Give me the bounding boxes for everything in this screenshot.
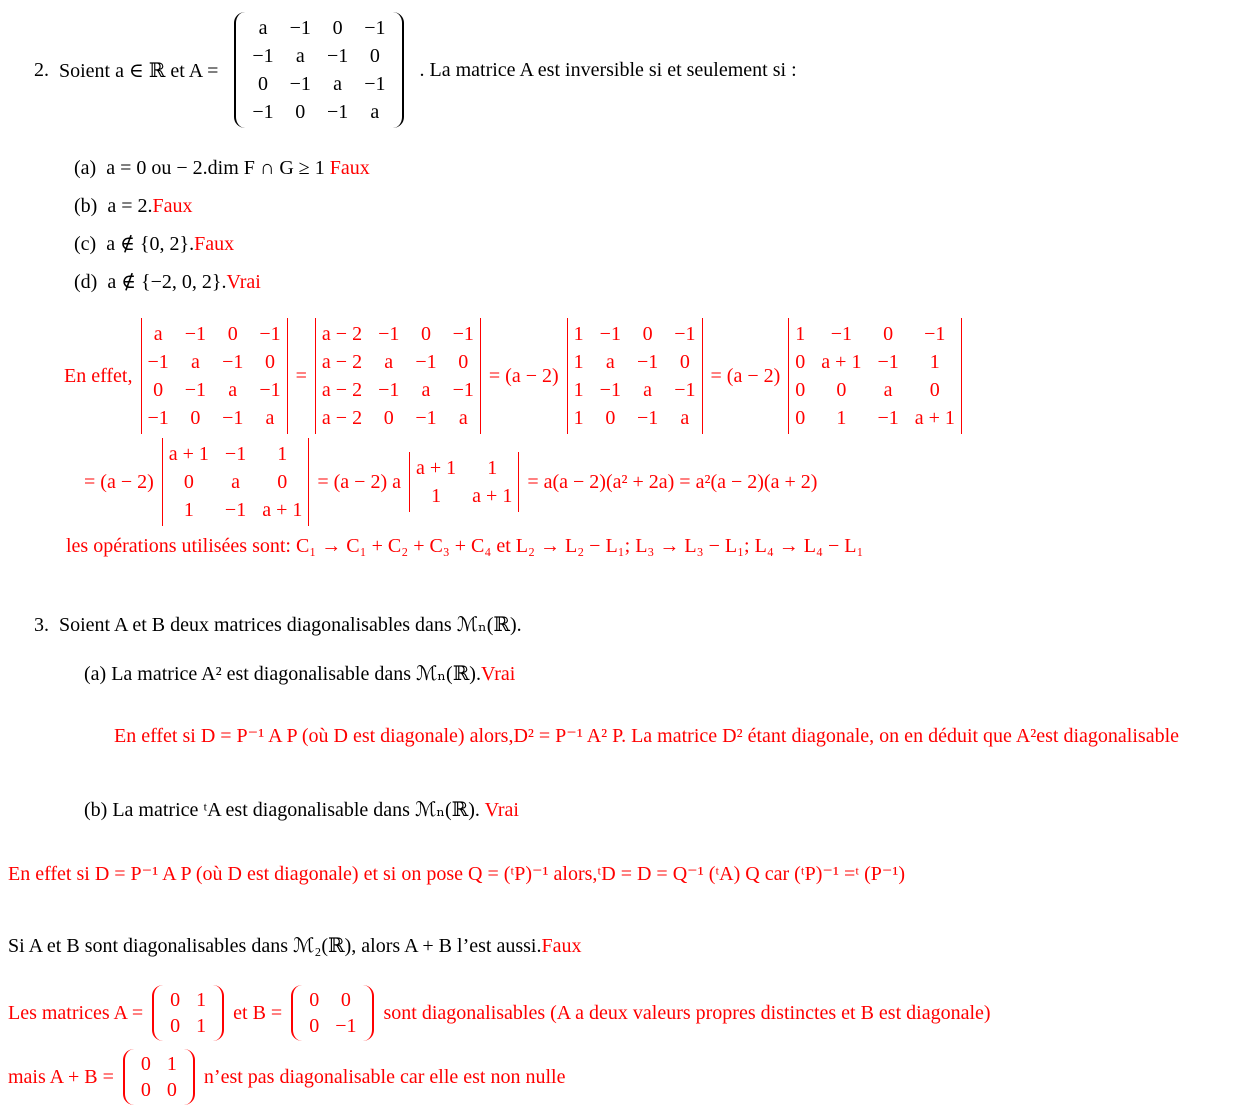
matrix-cell: 1 xyxy=(795,323,806,345)
det-bar-right xyxy=(517,452,519,512)
matrix-cell: 0 xyxy=(383,407,394,429)
option-3a-verdict: Vrai xyxy=(480,663,516,685)
matrix-grid xyxy=(569,318,701,434)
matrix-cell: 0 xyxy=(836,379,847,401)
matrix-A xyxy=(234,12,403,128)
matrix-cell: −1 xyxy=(147,351,169,373)
matrix-cell: −1 xyxy=(289,17,311,39)
option-b xyxy=(74,194,1235,218)
matrix-cell: −1 xyxy=(259,323,281,345)
matrix-cell: −1 xyxy=(184,323,207,345)
determinant-1 xyxy=(141,318,288,434)
matrix-cell: 0 xyxy=(929,379,940,401)
matrix-sum xyxy=(123,1049,195,1105)
matrix-cell: −1 xyxy=(364,73,386,95)
matrix-cell: 0 xyxy=(170,989,181,1011)
statement-sum-text: Si A et B sont diagonalisables dans ℳ₂(ℝ), alors A + B l’est aussi. xyxy=(8,935,542,957)
paren-right xyxy=(363,985,374,1041)
matrix-cell: −1 xyxy=(326,45,349,67)
option-a-verdict: Faux xyxy=(329,157,370,179)
proof-line-2 xyxy=(84,438,1235,526)
matrix-cell: 0 xyxy=(166,1079,177,1101)
matrix-cell: −1 xyxy=(259,379,281,401)
determinant-3 xyxy=(567,318,703,434)
matrix-grid xyxy=(165,985,211,1041)
question-3-number: 3. xyxy=(34,614,49,636)
det-bar-right xyxy=(479,318,481,434)
matrix-B-small xyxy=(291,985,374,1041)
matrix-cell: a xyxy=(231,471,240,493)
matrix-cell: −1 xyxy=(378,379,400,401)
matrix-cell: 0 xyxy=(258,73,269,95)
counterexample-line-1 xyxy=(8,985,1235,1041)
option-d xyxy=(74,270,1235,294)
matrix-cell: a + 1 xyxy=(821,351,862,373)
option-3b-text: La matrice ᵗA est diagonalisable dans ℳₙ(ℝ). xyxy=(112,799,485,821)
matrix-cell: −1 xyxy=(184,379,207,401)
paren-left xyxy=(291,985,302,1041)
matrix-cell: −1 xyxy=(252,45,274,67)
matrix-cell: a + 1 xyxy=(168,443,209,465)
matrix-cell: 1 xyxy=(573,407,584,429)
option-3b-explanation: En effet si D = P⁻¹ A P (où D est diagonale) et si on pose Q = (ᵗP)⁻¹ alors,ᵗD = D = Q⁻¹ (ᵗA) Q car (ᵗP)⁻¹ =ᵗ (P⁻¹) xyxy=(8,863,906,885)
determinant-4 xyxy=(788,318,962,434)
matrix-grid xyxy=(304,985,361,1041)
question-2-number: 2. xyxy=(34,58,49,81)
matrix-cell: 0 xyxy=(295,101,306,123)
matrix-cell: 1 xyxy=(836,407,847,429)
determinant-6 xyxy=(409,452,519,512)
matrix-cell: 0 xyxy=(309,989,320,1011)
matrix-cell: −1 xyxy=(378,323,400,345)
matrix-cell: 0 xyxy=(170,1015,181,1037)
det-bar-right xyxy=(307,438,309,526)
paren-right xyxy=(393,12,404,128)
matrix-cell: 0 xyxy=(458,351,469,373)
equals-2: = (a − 2) xyxy=(488,364,559,387)
equals-1: = xyxy=(295,364,307,387)
option-3b xyxy=(84,798,1235,823)
matrix-cell: −1 xyxy=(415,407,437,429)
matrix-cell: −1 xyxy=(452,379,474,401)
matrix-cell: a xyxy=(153,323,163,345)
matrix-cell: 0 xyxy=(140,1053,151,1075)
matrix-cell: 1 xyxy=(196,1015,207,1037)
paren-left xyxy=(234,12,245,128)
matrix-cell: 0 xyxy=(190,407,201,429)
option-c xyxy=(74,232,1235,256)
question-3-intro: Soient A et B deux matrices diagonalisables dans ℳₙ(ℝ). xyxy=(59,614,522,636)
counterexample-before: Les matrices A = xyxy=(8,1001,144,1024)
matrix-cell: a + 1 xyxy=(262,499,303,521)
matrix-cell: 0 xyxy=(883,323,894,345)
matrix-cell: 1 xyxy=(487,457,498,479)
matrix-cell: 0 xyxy=(605,407,616,429)
option-b-label: (b) xyxy=(74,195,98,217)
matrix-cell: 1 xyxy=(929,351,940,373)
matrix-cell: −1 xyxy=(224,499,247,521)
matrix-cell: 1 xyxy=(277,443,288,465)
matrix-grid xyxy=(247,12,390,128)
matrix-grid xyxy=(411,452,517,512)
det-bar-right xyxy=(701,318,703,434)
matrix-cell: −1 xyxy=(335,1015,357,1037)
matrix-cell: −1 xyxy=(674,379,696,401)
matrix-cell: 1 xyxy=(573,379,584,401)
determinant-2 xyxy=(315,318,481,434)
matrix-A-small xyxy=(152,985,224,1041)
counterexample-after: sont diagonalisables (A a deux valeurs propres distinctes et B est diagonale) xyxy=(383,1001,991,1024)
statement-sum-diagonalizable xyxy=(8,933,1235,959)
matrix-cell: a xyxy=(384,351,394,373)
option-3b-label: (b) xyxy=(84,799,108,821)
matrix-cell: −1 xyxy=(364,17,386,39)
matrix-cell: a − 2 xyxy=(321,407,363,429)
option-c-label: (c) xyxy=(74,233,97,255)
matrix-cell: 1 xyxy=(183,499,194,521)
matrix-cell: 0 xyxy=(332,17,343,39)
equals-3: = (a − 2) xyxy=(710,364,781,387)
matrix-grid xyxy=(790,318,960,434)
matrix-cell: −1 xyxy=(289,73,311,95)
matrix-cell: −1 xyxy=(452,323,474,345)
matrix-cell: a + 1 xyxy=(472,485,513,507)
option-3a xyxy=(84,662,1235,687)
matrix-cell: 0 xyxy=(679,351,690,373)
matrix-cell: a xyxy=(258,17,268,39)
matrix-cell: −1 xyxy=(636,351,659,373)
option-a xyxy=(74,156,1235,180)
matrix-cell: a xyxy=(265,407,275,429)
matrix-cell: −1 xyxy=(252,101,274,123)
matrix-grid xyxy=(317,318,479,434)
matrix-cell: a xyxy=(458,407,468,429)
matrix-cell: 1 xyxy=(573,323,584,345)
matrix-cell: −1 xyxy=(147,407,169,429)
matrix-cell: a xyxy=(643,379,653,401)
matrix-cell: −1 xyxy=(326,101,349,123)
matrix-cell: 1 xyxy=(196,989,207,1011)
option-d-text: a ∉ {−2, 0, 2}. xyxy=(107,271,227,293)
proof-result: = a(a − 2)(a² + 2a) = a²(a − 2)(a + 2) xyxy=(527,470,818,493)
option-b-text: a = 2. xyxy=(107,195,153,217)
matrix-cell: −1 xyxy=(674,323,696,345)
question-3-header xyxy=(34,613,1235,638)
matrix-cell: 0 xyxy=(795,351,806,373)
matrix-cell: 0 xyxy=(795,407,806,429)
option-3a-explanation: En effet si D = P⁻¹ A P (où D est diagonale) alors,D² = P⁻¹ A² P. La matrice D² étant diagonale, on en déduit que A²est diagonalisable xyxy=(114,725,1179,747)
matrix-cell: a xyxy=(370,101,380,123)
counterexample2-after: n’est pas diagonalisable car elle est non nulle xyxy=(203,1065,566,1088)
option-c-text: a ∉ {0, 2}. xyxy=(106,233,195,255)
matrix-cell: −1 xyxy=(222,351,244,373)
option-3b-verdict: Vrai xyxy=(484,799,519,821)
option-d-verdict: Vrai xyxy=(226,271,261,293)
matrix-cell: a xyxy=(421,379,431,401)
question-2-options xyxy=(74,156,1235,294)
question-2-intro-after: . La matrice A est inversible si et seulement si : xyxy=(419,58,797,81)
matrix-cell: a xyxy=(883,379,893,401)
paren-right xyxy=(184,1049,195,1105)
matrix-cell: 0 xyxy=(227,323,238,345)
matrix-cell: 1 xyxy=(431,485,442,507)
matrix-cell: a xyxy=(680,407,690,429)
matrix-cell: a − 2 xyxy=(321,351,363,373)
counterexample2-before: mais A + B = xyxy=(8,1065,114,1088)
paren-left xyxy=(152,985,163,1041)
matrix-cell: −1 xyxy=(830,323,852,345)
matrix-cell: −1 xyxy=(924,323,946,345)
matrix-cell: 0 xyxy=(277,471,288,493)
paren-right xyxy=(213,985,224,1041)
matrix-cell: 0 xyxy=(309,1015,320,1037)
matrix-cell: −1 xyxy=(415,351,437,373)
counterexample-line-2 xyxy=(8,1049,1235,1105)
option-c-verdict: Faux xyxy=(194,233,235,255)
option-3a-label: (a) xyxy=(84,663,107,685)
matrix-cell: a xyxy=(333,73,343,95)
proof-lead: En effet, xyxy=(64,364,133,387)
matrix-cell: −1 xyxy=(877,407,899,429)
matrix-cell: a − 2 xyxy=(321,323,363,345)
matrix-cell: −1 xyxy=(599,323,621,345)
counterexample-mid: et B = xyxy=(233,1001,283,1024)
matrix-cell: a xyxy=(605,351,615,373)
matrix-cell: 0 xyxy=(183,471,194,493)
equals-5: = (a − 2) a xyxy=(317,470,401,493)
matrix-cell: 0 xyxy=(153,379,164,401)
matrix-grid xyxy=(136,1049,182,1105)
matrix-grid xyxy=(143,318,286,434)
matrix-cell: a − 2 xyxy=(321,379,363,401)
option-3a-text: La matrice A² est diagonalisable dans ℳₙ(ℝ). xyxy=(111,663,481,685)
option-a-text: a = 0 ou − 2.dim F ∩ G ≥ 1 xyxy=(106,157,330,179)
option-b-verdict: Faux xyxy=(152,195,193,217)
matrix-cell: −1 xyxy=(224,443,247,465)
matrix-cell: 0 xyxy=(140,1079,151,1101)
statement-sum-verdict: Faux xyxy=(541,935,582,957)
matrix-cell: 0 xyxy=(642,323,653,345)
matrix-cell: a xyxy=(228,379,238,401)
matrix-cell: 0 xyxy=(369,45,380,67)
matrix-cell: 1 xyxy=(166,1053,177,1075)
matrix-cell: 0 xyxy=(795,379,806,401)
matrix-cell: 0 xyxy=(420,323,431,345)
equals-4: = (a − 2) xyxy=(84,470,154,493)
matrix-cell: −1 xyxy=(636,407,659,429)
matrix-grid xyxy=(164,438,308,526)
paren-left xyxy=(123,1049,134,1105)
matrix-cell: a + 1 xyxy=(416,457,457,479)
proof-line-1 xyxy=(64,318,1235,434)
question-2-header xyxy=(34,12,1235,128)
matrix-cell: −1 xyxy=(877,351,899,373)
determinant-5 xyxy=(162,438,310,526)
option-d-label: (d) xyxy=(74,271,98,293)
matrix-cell: a xyxy=(190,351,200,373)
matrix-cell: −1 xyxy=(222,407,244,429)
matrix-cell: a xyxy=(295,45,305,67)
matrix-cell: a + 1 xyxy=(914,407,955,429)
det-bar-right xyxy=(286,318,288,434)
option-a-label: (a) xyxy=(74,157,97,179)
matrix-cell: 1 xyxy=(573,351,584,373)
matrix-cell: 0 xyxy=(340,989,351,1011)
matrix-cell: 0 xyxy=(264,351,275,373)
operations-note: les opérations utilisées sont: C₁ → C₁ + C₂ + C₃ + C₄ et L₂ → L₂ − L₁; L₃ → L₃ − L₁; L₄ → L₄ − L₁ xyxy=(66,535,864,557)
det-bar-right xyxy=(960,318,962,434)
question-2-intro-before: Soient a ∈ ℝ et A = xyxy=(59,59,219,82)
matrix-cell: −1 xyxy=(599,379,621,401)
